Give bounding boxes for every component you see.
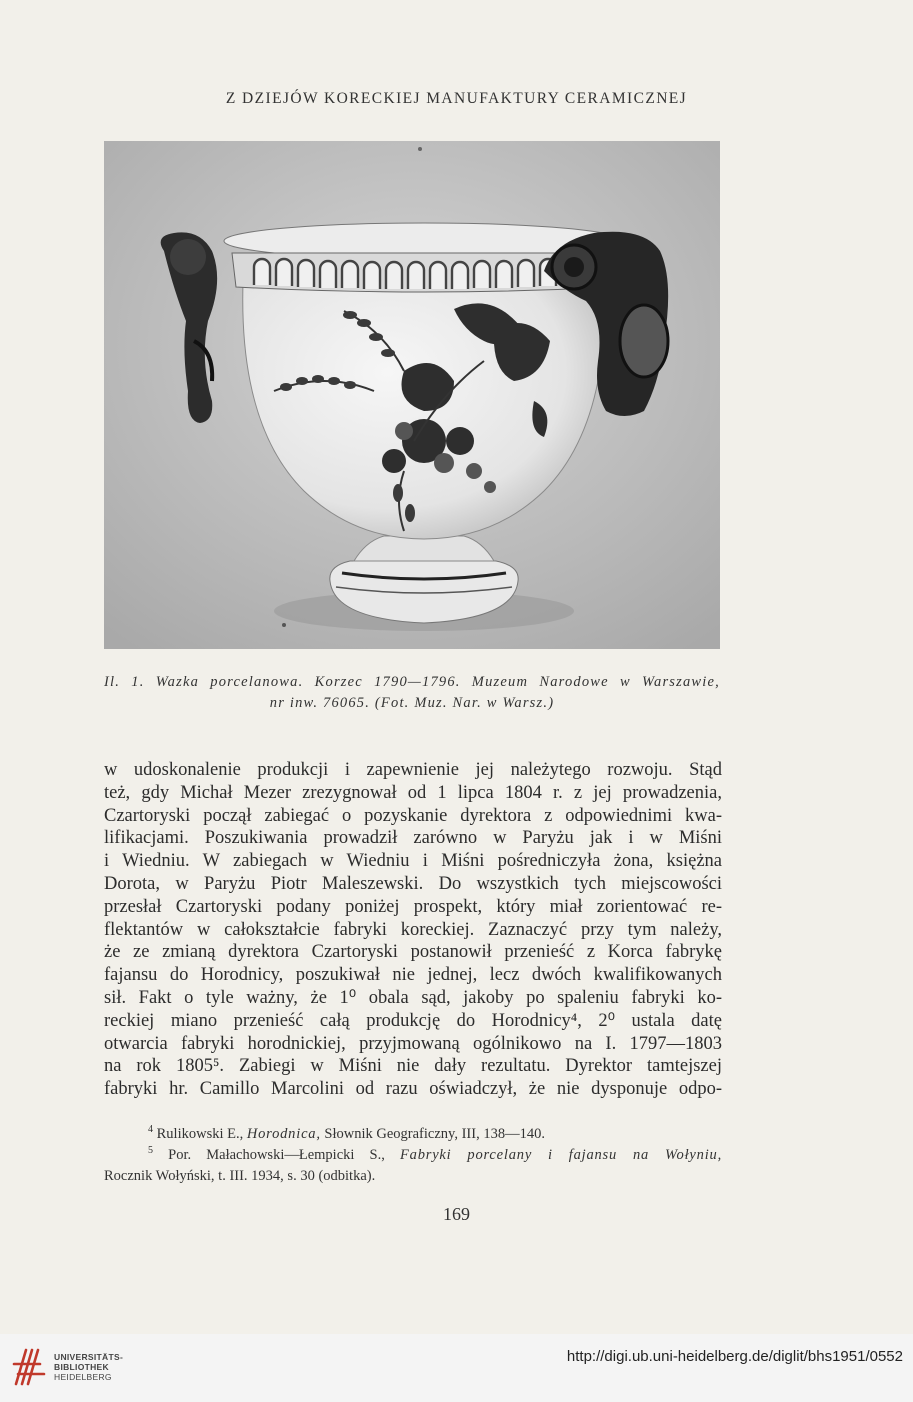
- body-line: lifikacjami. Poszukiwania prowadził zarówno w Paryżu jak i w Miśni: [104, 828, 722, 849]
- body-line: też, gdy Michał Mezer zrezygnował od 1 lipca 1804 r. z jej prowadzenia,: [104, 782, 722, 803]
- library-name-line-3: HEIDELBERG: [54, 1372, 112, 1382]
- body-line: w udoskonalenie produkcji i zapewnienie jej należytego rozwoju. Stąd: [104, 760, 722, 780]
- body-line: przesłał Czartoryski podany poniżej prospekt, który miał zorientować re-: [104, 896, 722, 917]
- caption-line-2: nr inw. 76065. (Fot. Muz. Nar. w Warsz.): [269, 695, 555, 711]
- body-line: fajansu do Horodnicy, poszukiwał nie jednej, lecz dwóch kwalifikowanych: [104, 965, 722, 986]
- body-line: otwarcia fabryki horodnickiej, przyjmowaną ogólnikowo na I. 1797—1803: [104, 1033, 722, 1054]
- library-logo-icon: [10, 1344, 50, 1388]
- body-line: Dorota, w Paryżu Piotr Maleszewski. Do wszystkich tych miejscowości: [104, 873, 722, 894]
- vase-photograph: [104, 141, 720, 649]
- footnote-4-author: Rulikowski E.,: [156, 1126, 247, 1142]
- figure-caption: [104, 672, 720, 714]
- caption-line-1: Il. 1. Wazka porcelanowa. Korzec 1790—1796. Muzeum Narodowe w Warszawie,: [104, 674, 720, 690]
- permalink-url[interactable]: http://digi.ub.uni-heidelberg.de/diglit/bhs1951/0552: [566, 1348, 903, 1365]
- footnote-4-title: Horodnica,: [246, 1126, 321, 1142]
- digitization-footer: [0, 1334, 913, 1402]
- body-line: fabryki hr. Camillo Marcolini od razu oświadczył, że nie dysponuje odpo-: [104, 1079, 722, 1100]
- body-line: na rok 1805⁵. Zabiegi w Miśni nie dały rezultatu. Dyrektor tamtejszej: [104, 1056, 722, 1077]
- footnote-4-number: 4: [148, 1124, 153, 1136]
- page-number: 169: [443, 1204, 470, 1224]
- body-line: flektantów w całokształcie fabryki koreckiej. Zaznaczyć przy tym należy,: [104, 919, 722, 940]
- footnote-5: [104, 1145, 722, 1166]
- footnote-5-number: 5: [148, 1145, 153, 1157]
- body-line: i Wiedniu. W zabiegach w Wiedniu i Miśni pośredniczyła żona, księżna: [104, 851, 722, 872]
- footnotes: [104, 1124, 722, 1187]
- running-head: Z DZIEJÓW KORECKIEJ MANUFAKTURY CERAMICZNEJ: [225, 90, 688, 107]
- body-line: że ze zmianą dyrektora Czartoryski postanowił przenieść z Korca fabrykę: [104, 942, 722, 963]
- footnote-5-source: Rocznik Wołyński, t. III. 1934, s. 30 (odbitka).: [104, 1168, 376, 1184]
- library-name: [54, 1352, 123, 1382]
- footnote-5-author: Por. Małachowski—Łempicki S.,: [168, 1147, 400, 1163]
- body-line: sił. Fakt o tyle ważny, że 1⁰ obala sąd, jakoby po spaleniu fabryki ko-: [104, 987, 722, 1008]
- footnote-5-title: Fabryki porcelany i fajansu na Wołyniu,: [400, 1147, 723, 1163]
- body-line: reckiej miano przenieść całą produkcję do Horodnicy⁴, 2⁰ ustala datę: [104, 1010, 722, 1031]
- library-name-line-2: BIBLIOTHEK: [54, 1362, 109, 1372]
- footnote-4-source: Słownik Geograficzny, III, 138—140.: [320, 1126, 545, 1142]
- footnote-4: [104, 1124, 722, 1145]
- body-text: [104, 759, 722, 1101]
- library-name-line-1: UNIVERSITÄTS-: [54, 1352, 124, 1362]
- body-line: Czartoryski począł zabiegać o pozyskanie dyrektora z odpowiednimi kwa-: [104, 805, 722, 826]
